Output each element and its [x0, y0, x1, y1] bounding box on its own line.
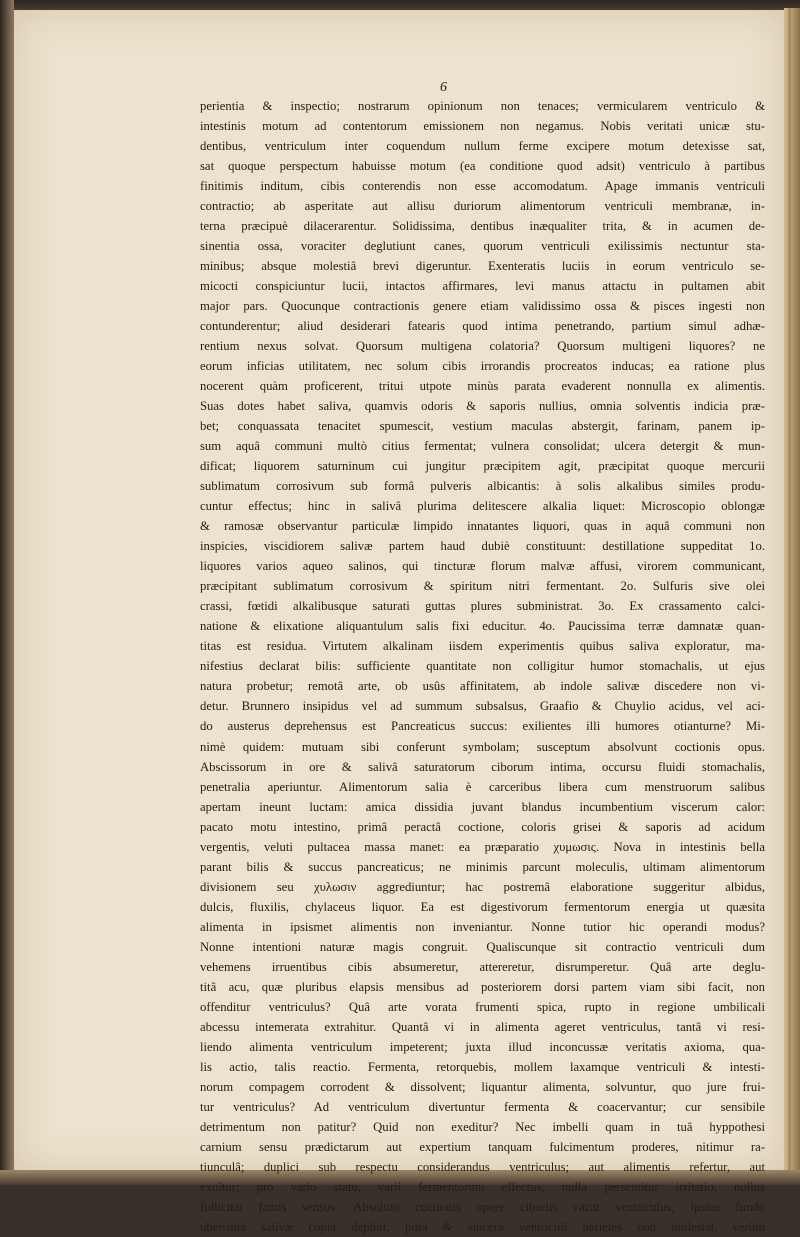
text-line: exuitur; pro vario statu, varii fermentorum effectus, nulla persentitur irritatio, nullus [200, 1179, 765, 1194]
text-line: pacato motu intestino, primâ peractâ coctione, coloris grisei & saporis ad acidum [200, 819, 765, 834]
text-line: divisionem seu χυλωσιν aggrediuntur; hac postremâ elaboratione suggeritur albidus, [200, 879, 765, 894]
text-line: contunderentur; aliud desiderari fatearis quod intima penetrando, partium simul adhæ- [200, 319, 765, 334]
text-line: liquores varios aqueo salinos, qui tincturæ florum malvæ affusi, virorem communicant, [200, 559, 765, 574]
text-line: abcessu intemerata extrahitur. Quantâ vi in alimenta ageret ventriculus, tantâ vi resi- [200, 1019, 765, 1034]
text-line: titâ acu, quæ pluribus elapsis mensibus ad posteriorem dorsi partem viam sibi facit, non [200, 979, 765, 994]
text-line: alimenta in ipsismet alimentis non inveniantur. Nonne tutior hic operandi modus? [200, 919, 765, 934]
text-line: Suas dotes habet saliva, quamvis odoris & saporis nullius, omnia solventis indicia præ- [200, 399, 765, 414]
text-line: contractio; ab asperitate aut allisu duriorum alimentorum ventriculi membranæ, in- [200, 199, 765, 214]
text-line: sum aquâ communi multò citius fermentat; vulnera consolidat; ulcera detergit & mun- [200, 439, 765, 454]
text-line: titas est residua. Virtutem alkalinam iisdem experimentis quibus saliva exploratur, ma- [200, 639, 765, 654]
text-line: apertam ineunt luctam: amica dissidia juvant blandus incumbentium viscerum calor: [200, 799, 765, 814]
text-line: sat quoque perspectum habuisse motum (ea conditione quod adsit) ventriculo à partibus [200, 159, 765, 174]
text-line: vergentis, veluti pultacea massa manet: ea præparatio χυμωσις. Nova in intestinis bella [200, 839, 765, 854]
text-line: dentibus, ventriculum inter coquendum nullum ferme excipere motum detexisse sat, [200, 139, 765, 154]
body-text [200, 96, 765, 1237]
page-number: 6 [440, 80, 447, 95]
text-line: lis actio, talis reactio. Fermenta, retorquebis, mollem laxamque ventriculi & intesti- [200, 1059, 765, 1074]
text-line: Nonne intentioni naturæ magis congruit. Qualiscunque sit contractio ventriculi dum [200, 939, 765, 954]
text-line: crassi, fœtidi alkalibusque saturati guttas plures subministrat. 3o. Ex crassamento calci- [200, 599, 765, 614]
text-line: cuntur effectus; hinc in salivâ plurima delitescere alkalia liquet: Microscopio oblongæ [200, 499, 765, 514]
book-binding [0, 0, 14, 1185]
text-line: liendo alimenta ventriculum impeterent; juxta illud inconcussæ veritatis axioma, qua- [200, 1039, 765, 1054]
text-line: vehemens irruentibus cibis absumeretur, attereretur, disrumperetur. Quâ arte deglu- [200, 959, 765, 974]
text-line: nimè quidem: mutuam sibi conferunt symbolam; susceptum absolvunt coctionis opus. [200, 739, 765, 754]
text-line: intestinis motum ad contentorum emissionem non negamus. Nobis veritati unicæ stu- [200, 119, 765, 134]
text-line: bet; conquassata tenacitet spumescit, vestium maculas abstergit, farinam, panem ip- [200, 419, 765, 434]
text-line: terna præcipuè dilacerarentur. Solidissima, dentibus inæqualiter trita, & in acumen de- [200, 219, 765, 234]
text-line: rentium nexus solvat. Quorsum multigena colatoria? Quorsum multigeni liquores? ne [200, 339, 765, 354]
text-line: eorum inficias utilitatem, nec solum cibis irrorandis procreatos inducas; ea ratione plus [200, 359, 765, 374]
text-line: Abscissorum in ore & salivâ saturatorum ciborum intima, occursu fluidi stomachalis, [200, 759, 765, 774]
text-line: do austerus deprehensus est Pancreaticus succus: exilientes illi humores otianturne? Mi- [200, 719, 765, 734]
text-line: detur. Brunnero insipidus vel ad summum subsalsus, Graafio & Chuylio acidus, vel aci- [200, 699, 765, 714]
text-line: tiunculâ; duplici sub respectu considerandus ventriculus; aut alimentis refertur, aut [200, 1159, 765, 1174]
text-line: offenditur ventriculus? Quâ arte vorata frumenti spica, rupto in regione umbilicali [200, 999, 765, 1014]
text-line: major pars. Quocunque contractionis genere etiam validissimo ossa & pisces ingesti non [200, 299, 765, 314]
text-line: natione & elixatione aliquantulum salis fixi educitur. 4o. Paucissima terræ damnatæ quan- [200, 619, 765, 634]
text-line: uberrima salivæ copia depluit; pura & sincera ventriculi parietes non molestat, verùm [200, 1219, 765, 1234]
text-line: finitimis inditum, cibis conterendis non esse accomodatum. Apage immanis ventriculi [200, 179, 765, 194]
text-line: penetralia aperiuntur. Alimentorum salia è carceribus libera cum menstruorum salibus [200, 779, 765, 794]
text-line: norum compagem corrodent & dissolvent; liquantur alimenta, solvuntur, quo jure frui- [200, 1079, 765, 1094]
book-right-edge [784, 8, 800, 1178]
text-line: inspicies, viscidiorem salivæ partem haud dubiè constituunt: destillatione suppeditat 1o. [200, 539, 765, 554]
text-line: detrimentum non patitur? Quid non exeditur? Nec imbelli quam in tuâ hyppothesi [200, 1119, 765, 1134]
text-line: & ramosæ observantur particulæ limpido innatantes liquori, quas in aquâ communi non [200, 519, 765, 534]
text-line: follicitat famis sensus. Absoluto coctionis opere cibariis vacat ventriculus; ipsius fundo [200, 1199, 765, 1214]
text-line: dulcis, fluxilis, chylaceus liquor. Ea est digestivorum fermentorum energia ut quæsita [200, 899, 765, 914]
text-line: nifestius declarat bilis: sufficiente quantitate non colligitur humor stomachalis, ut ejus [200, 659, 765, 674]
text-line: minibus; absque molestiâ brevi digeruntur. Exenteratis luciis in eorum ventriculo se- [200, 259, 765, 274]
text-line: tur ventriculus? Ad ventriculum divertuntur fermenta & coacervantur; cur sensibile [200, 1099, 765, 1114]
text-line: sublimatum corrosivum sub formâ pulveris albicantis: à solis alkalibus similes produ- [200, 479, 765, 494]
text-line: sinentia ossa, voraciter deglutiunt canes, quorum ventriculi exilissimis nectuntur sta- [200, 239, 765, 254]
text-line: carnium sensu prædictarum aut expertium tanquam fulcimentum proderes, nitimur ra- [200, 1139, 765, 1154]
text-line: perientia & inspectio; nostrarum opinionum non tenaces; vermicularem ventriculo & [200, 99, 765, 113]
text-line: natura probetur; remotâ arte, ob usûs affinitatem, ab indole salivæ discedere non vi- [200, 679, 765, 694]
text-line: dificat; liquorem saturninum cui jungitur præcipitem agit, præcipitat quoque mercurii [200, 459, 765, 474]
text-line: micocti conspiciuntur lucii, intactos affirmares, levi manus attactu in pultamen abit [200, 279, 765, 294]
text-line: parant bilis & succus pancreaticus; ne minimis parcunt moleculis, ultimam alimentorum [200, 859, 765, 874]
text-line: præcipitant sublimatum corrosivum & spiritum nitri fermentant. 2o. Sulfuris sive olei [200, 579, 765, 594]
text-line: nocerent quàm proficerent, tritui utpote minùs parata evaderent nonnulla ex alimentis. [200, 379, 765, 394]
